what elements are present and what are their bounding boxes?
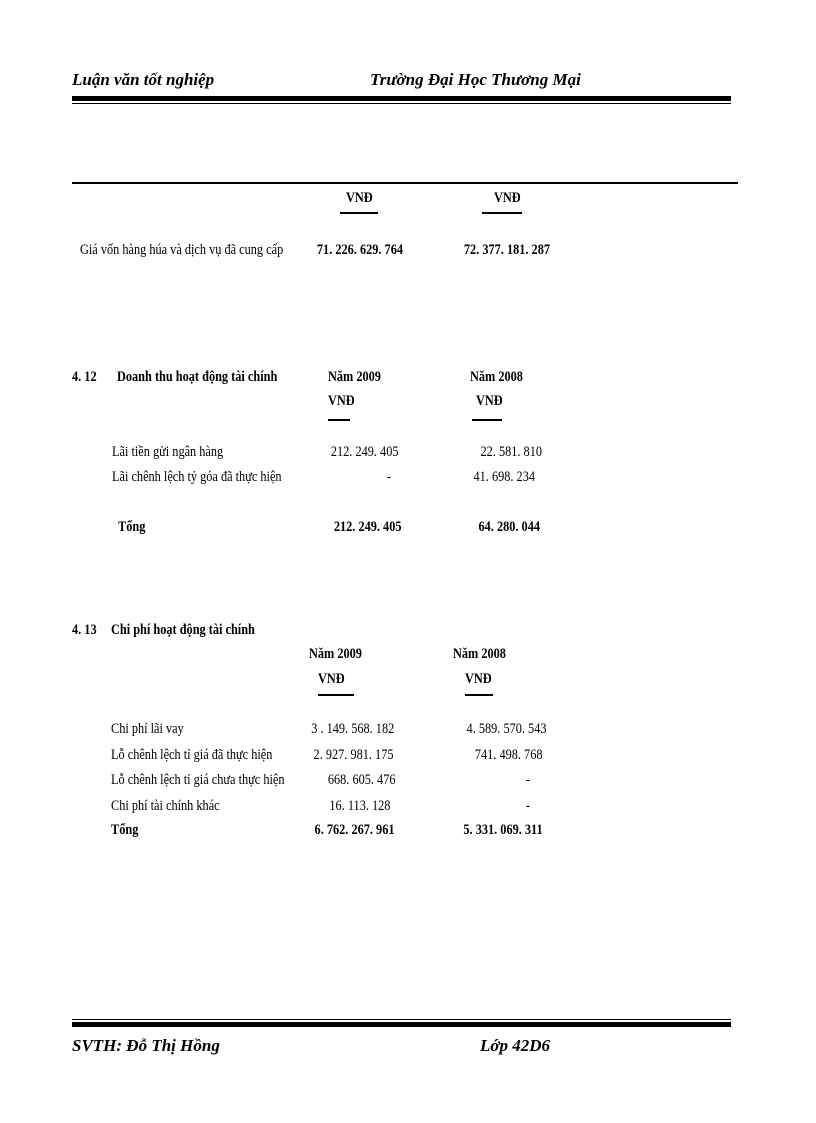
section-413-row-2008: 741. 498. 768: [474, 747, 542, 763]
footer-class: Lớp 42D6: [480, 1036, 551, 1055]
header-rule-thin: [72, 103, 731, 104]
section-413-row-2009: 16. 113. 128: [328, 798, 390, 814]
section-413-row-2009: 3 . 149. 568. 182: [310, 721, 394, 737]
section-413-row-label: Chi phí tài chính khác: [111, 798, 220, 814]
section-412-row-2009: 212. 249. 405: [330, 444, 398, 460]
header-rule-thick: [72, 96, 731, 101]
section-413-unit-2009: VNĐ: [318, 671, 345, 687]
section-413-row-2008: 4. 589. 570. 543: [466, 721, 546, 737]
section-412-row-2008: 41. 698. 234: [473, 469, 535, 485]
header-left-title: Luận văn tốt nghiệp: [72, 70, 215, 89]
section-412-row-label: Lãi tiền gửi ngân hàng: [112, 444, 224, 460]
section-412-total-label: Tổng: [118, 519, 146, 535]
section-412-unit-2009-underline: [328, 419, 350, 421]
section-412-total-2009: 212. 249. 405: [333, 519, 401, 535]
section-413-row-2008: -: [525, 798, 530, 814]
section-413-col-2008: Năm 2008: [453, 646, 506, 662]
section-413-total-2009: 6. 762. 267. 961: [314, 822, 394, 838]
section-413-title: Chi phí hoạt động tài chính: [111, 622, 255, 638]
section-412-unit-2008-underline: [472, 419, 502, 421]
section-412-row-label: Lãi chênh lệch tỷ góa đã thực hiện: [112, 469, 282, 485]
section-413-unit-2008: VNĐ: [465, 671, 492, 687]
cogs-unit-2009-underline: [340, 212, 378, 214]
section-413-number: 4. 13: [72, 622, 97, 638]
section-413-total-label: Tổng: [111, 822, 139, 838]
cogs-label: Giá vốn hàng húa và dịch vụ đã cung cấp: [80, 242, 284, 258]
cogs-unit-2008: VNĐ: [494, 190, 521, 206]
header-right-title: Trường Đại Học Thương Mại: [370, 70, 581, 89]
footer-author: SVTH: Đỗ Thị Hồng: [72, 1036, 220, 1055]
section-413-row-2009: 2. 927. 981. 175: [313, 747, 393, 763]
section-413-unit-2008-underline: [465, 694, 493, 696]
section-413-row-label: Lỗ chênh lệch tỉ giá chưa thực hiện: [111, 772, 285, 788]
section-413-row-label: Chi phí lãi vay: [111, 721, 184, 737]
section-412-col-2009: Năm 2009: [328, 369, 381, 385]
table-top-rule: [72, 182, 738, 184]
cogs-unit-2009: VNĐ: [346, 190, 373, 206]
section-412-row-2008: 22. 581. 810: [480, 444, 542, 460]
section-413-col-2009: Năm 2009: [309, 646, 362, 662]
footer-rule-thick: [72, 1022, 731, 1027]
cogs-unit-2008-underline: [482, 212, 522, 214]
cogs-value-2008: 72. 377. 181. 287: [463, 242, 550, 258]
section-413-unit-2009-underline: [318, 694, 354, 696]
section-412-unit-2008: VNĐ: [476, 393, 503, 409]
section-413-row-2008: -: [525, 772, 530, 788]
section-412-row-2009: -: [386, 469, 391, 485]
section-413-total-2008: 5. 331. 069. 311: [463, 822, 543, 838]
section-412-number: 4. 12: [72, 369, 97, 385]
section-413-row-label: Lỗ chênh lệch tỉ giá đã thực hiện: [111, 747, 273, 763]
section-413-row-2009: 668. 605. 476: [327, 772, 395, 788]
section-412-col-2008: Năm 2008: [470, 369, 523, 385]
section-412-total-2008: 64. 280. 044: [478, 519, 540, 535]
cogs-value-2009: 71. 226. 629. 764: [316, 242, 403, 258]
footer-rule-thin: [72, 1019, 731, 1020]
section-412-unit-2009: VNĐ: [328, 393, 355, 409]
section-412-title: Doanh thu hoạt động tài chính: [117, 369, 278, 385]
